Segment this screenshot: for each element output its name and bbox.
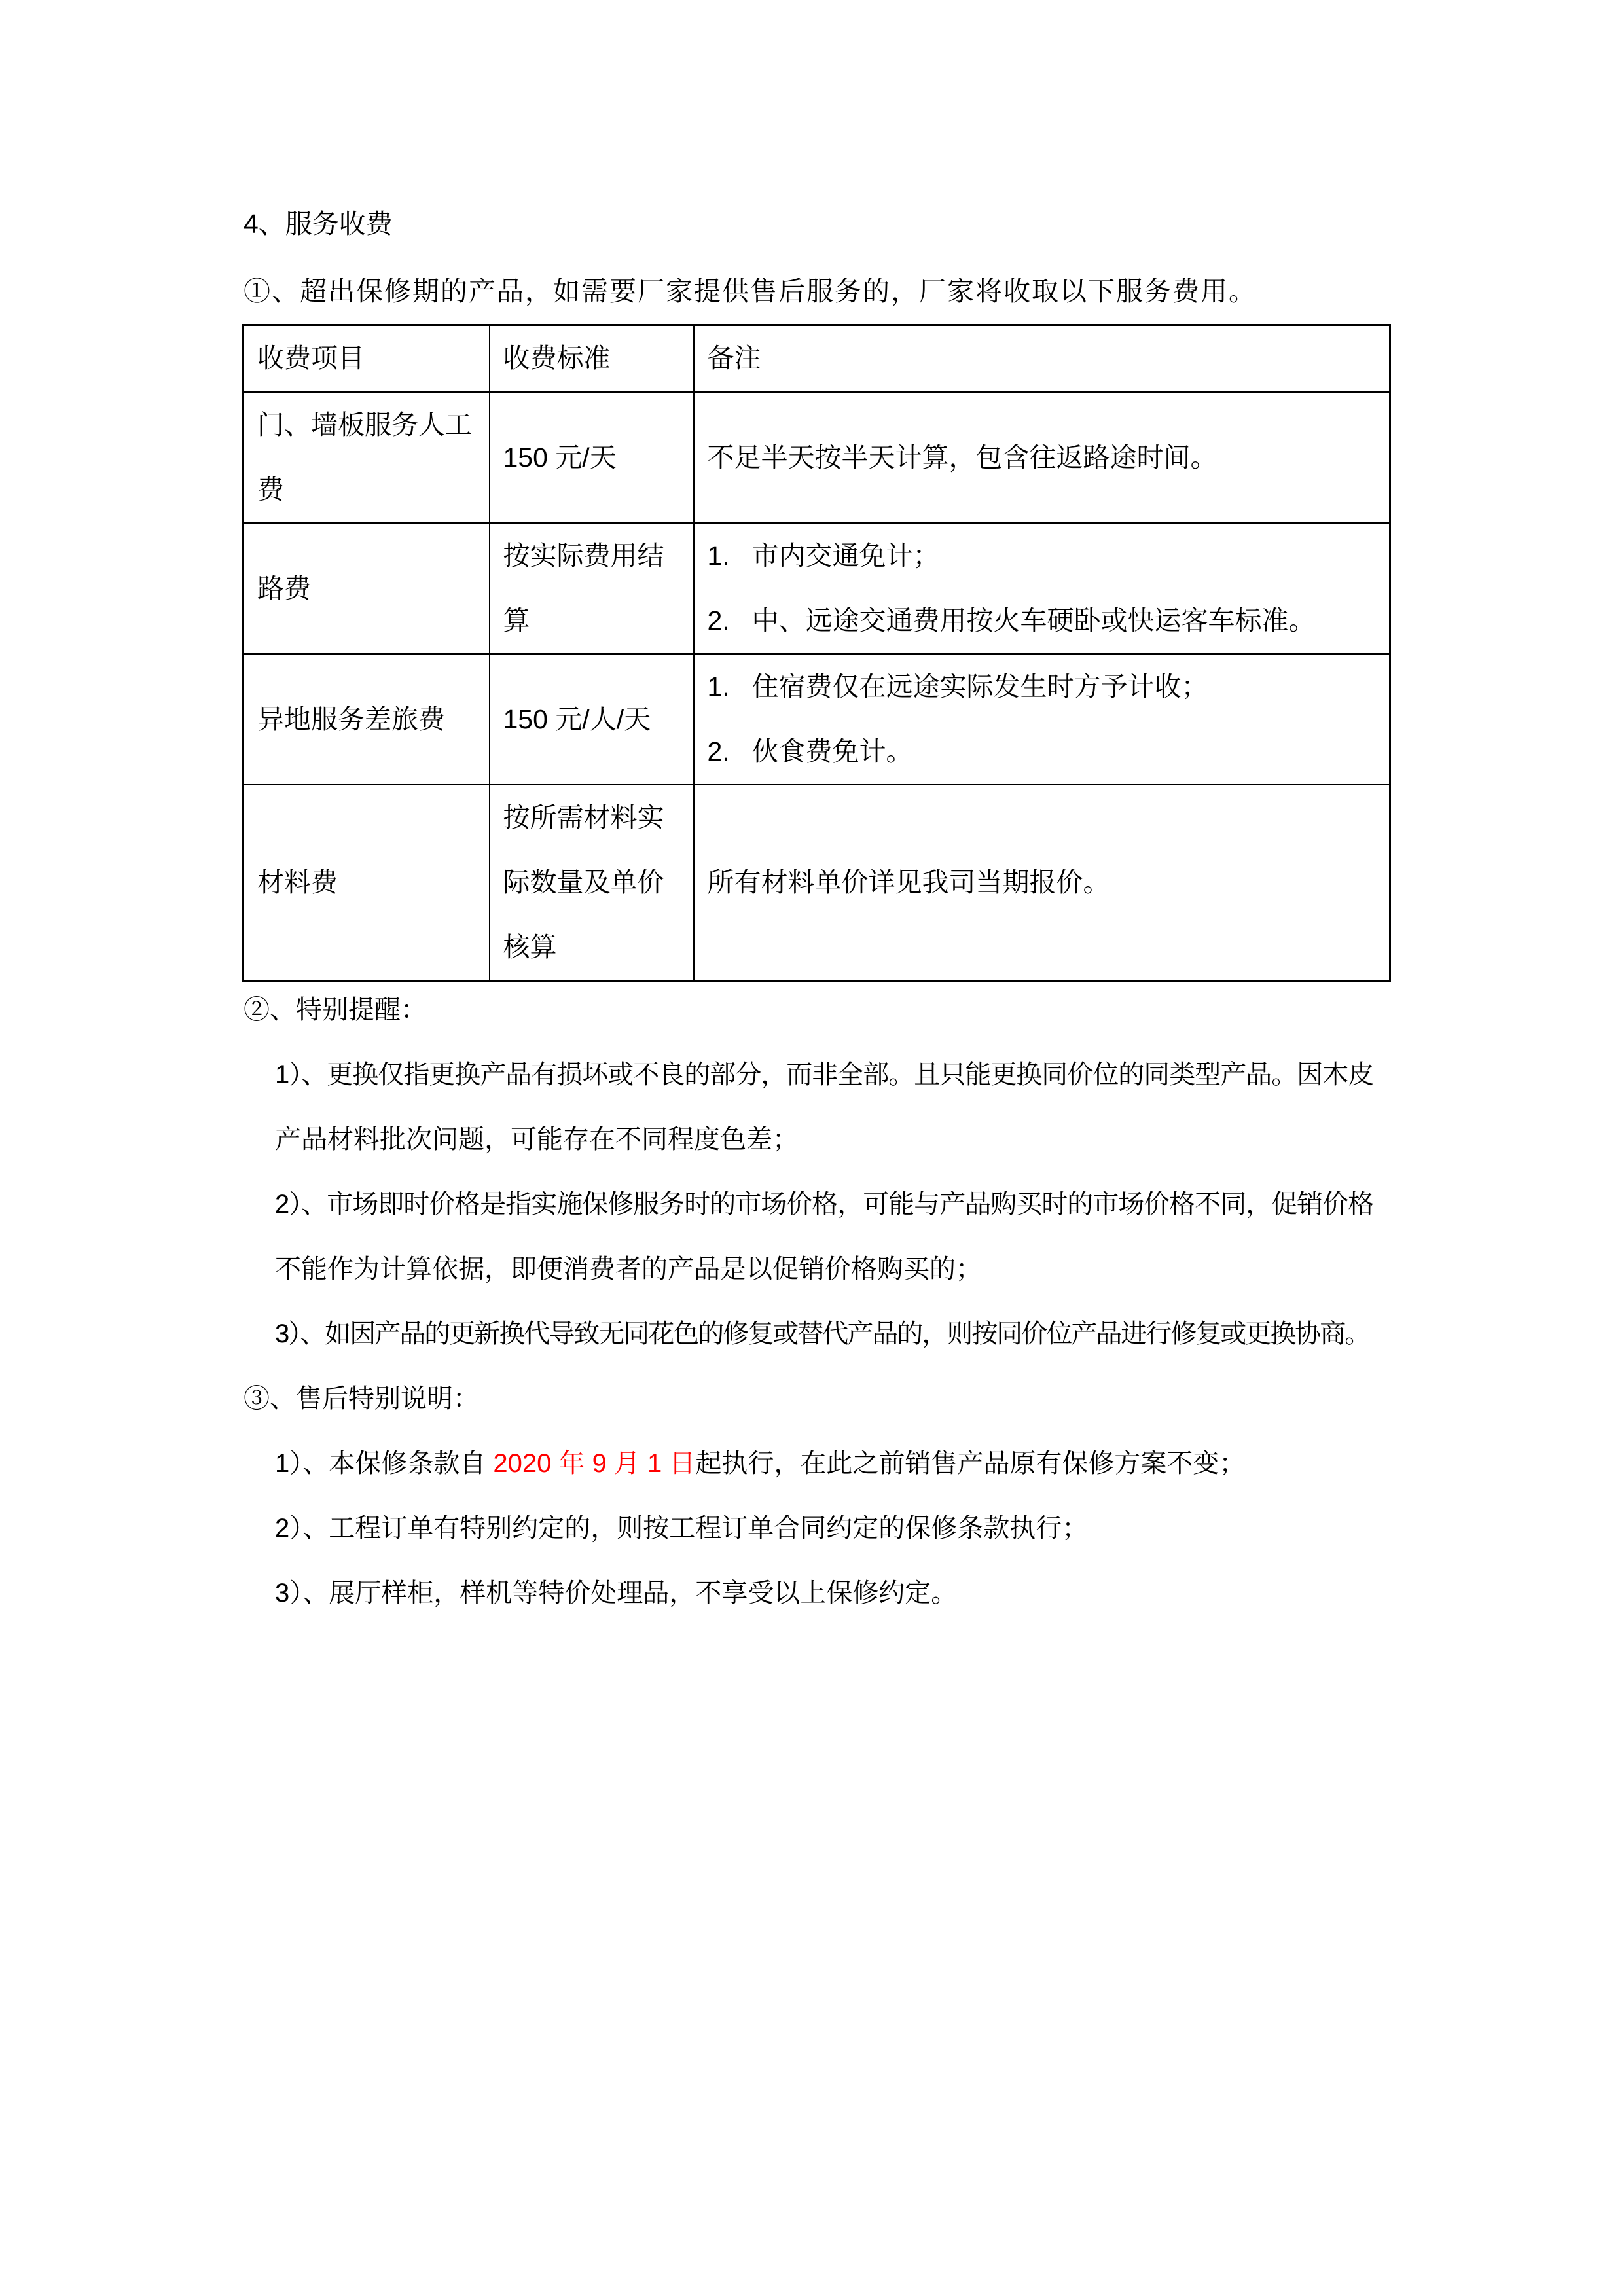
notice-item-line: 2）、市场即时价格是指实施保修服务时的市场价格，可能与产品购买时的市场价格不同，促销价格 [275,1190,1374,1219]
fee-standard-line: 按实际费用结 [503,541,664,571]
fee-row-travel [244,523,1390,654]
fee-standard-line: 核算 [503,932,557,963]
aftersale-item-line: 3）、展厅样柜，样机等特价处理品，不享受以上保修约定。 [275,1579,958,1607]
remark-text: 伙食费免计。 [751,736,913,766]
fee-remark-cell [694,523,1390,654]
header-cell-item [244,325,490,392]
remark-text: 市内交通免计； [751,541,940,571]
fee-standard-cell [490,392,694,524]
aftersale-item-line [244,1431,1373,1496]
fee-standard-line: 按所需材料实 [503,802,664,833]
fee-item-cell [244,523,490,654]
notice-item-line: 不能作为计算依据，即便消费者的产品是以促销价格购买的； [275,1255,982,1283]
aftersale-heading: ③、售后特别说明： [244,1384,479,1413]
remark-number: 1. [707,541,730,571]
fee-standard-cell [490,523,694,654]
fee-standard-cell [490,654,694,785]
fee-item-cell [244,785,490,981]
fee-item-line: 路费 [257,573,311,603]
fee-table [242,324,1391,982]
remark-line [708,588,1380,653]
fee-item-line: 门、墙板服务人工 [257,410,472,440]
intro-paragraph: ①、超出保修期的产品，如需要厂家提供售后服务的，厂家将收取以下服务费用。 [244,276,1257,306]
aftersale-item-line: 2）、工程订单有特别约定的，则按工程订单合同约定的保修条款执行； [275,1514,1089,1543]
fee-item-line: 材料费 [257,867,338,898]
remark-text: 住宿费仅在远途实际发生时方予计收； [751,672,1208,702]
remark-number: 1. [707,672,730,702]
notice-item-line: 1）、更换仅指更换产品有损坏或不良的部分，而非全部。且只能更换同价位的同类型产品。因木皮 [275,1060,1374,1089]
aftersale-item-post: 起执行，在此之前销售产品原有保修方案不变； [695,1449,1246,1478]
fee-row-material [244,785,1390,981]
notes-block [244,978,1373,1626]
effective-date-highlight: 2020 年 9 月 1 日 [493,1449,696,1478]
fee-remark-cell [694,654,1390,785]
remark-text: 中、远途交通费用按火车硬卧或快运客车标准。 [751,605,1316,636]
fee-remark-cell [694,785,1390,981]
fee-row-offsite [244,654,1390,785]
notice-item-line: 产品材料批次问题，可能存在不同程度色差； [275,1125,799,1154]
notice-heading: ②、特别提醒： [244,996,427,1024]
fee-standard-line: 算 [503,605,530,636]
fee-standard-line: 150 元/天 [503,442,617,473]
notice-item-line: 3）、如因产品的更新换代导致无同花色的修复或替代产品的，则按同价位产品进行修复或更换协商。 [275,1319,1370,1348]
header-cell-remark [694,325,1390,392]
remark-line: 不足半天按半天计算，包含往返路途时间。 [707,442,1218,473]
remark-line: 所有材料单价详见我司当期报价。 [707,867,1110,898]
header-label: 备注 [707,343,761,373]
fee-item-line: 异地服务差旅费 [257,704,445,734]
fee-standard-line: 150 元/人/天 [503,704,651,734]
fee-standard-line: 际数量及单价 [503,867,664,898]
header-cell-standard [490,325,694,392]
fee-standard-cell [490,785,694,981]
fee-item-line: 费 [257,475,284,505]
fee-item-cell [244,654,490,785]
header-label: 收费标准 [503,343,611,373]
remark-number: 2. [707,605,730,636]
section-heading: 4、服务收费 [244,209,393,239]
remark-line [708,524,1380,588]
table-header-row [244,325,1390,392]
remark-line [708,655,1380,719]
aftersale-item-pre: 1）、本保修条款自 [275,1449,494,1478]
remark-number: 2. [707,736,730,766]
header-label: 收费项目 [257,343,365,373]
fee-row-labor [244,392,1390,524]
remark-line [708,719,1380,784]
fee-remark-cell [694,392,1390,524]
fee-item-cell [244,392,490,524]
